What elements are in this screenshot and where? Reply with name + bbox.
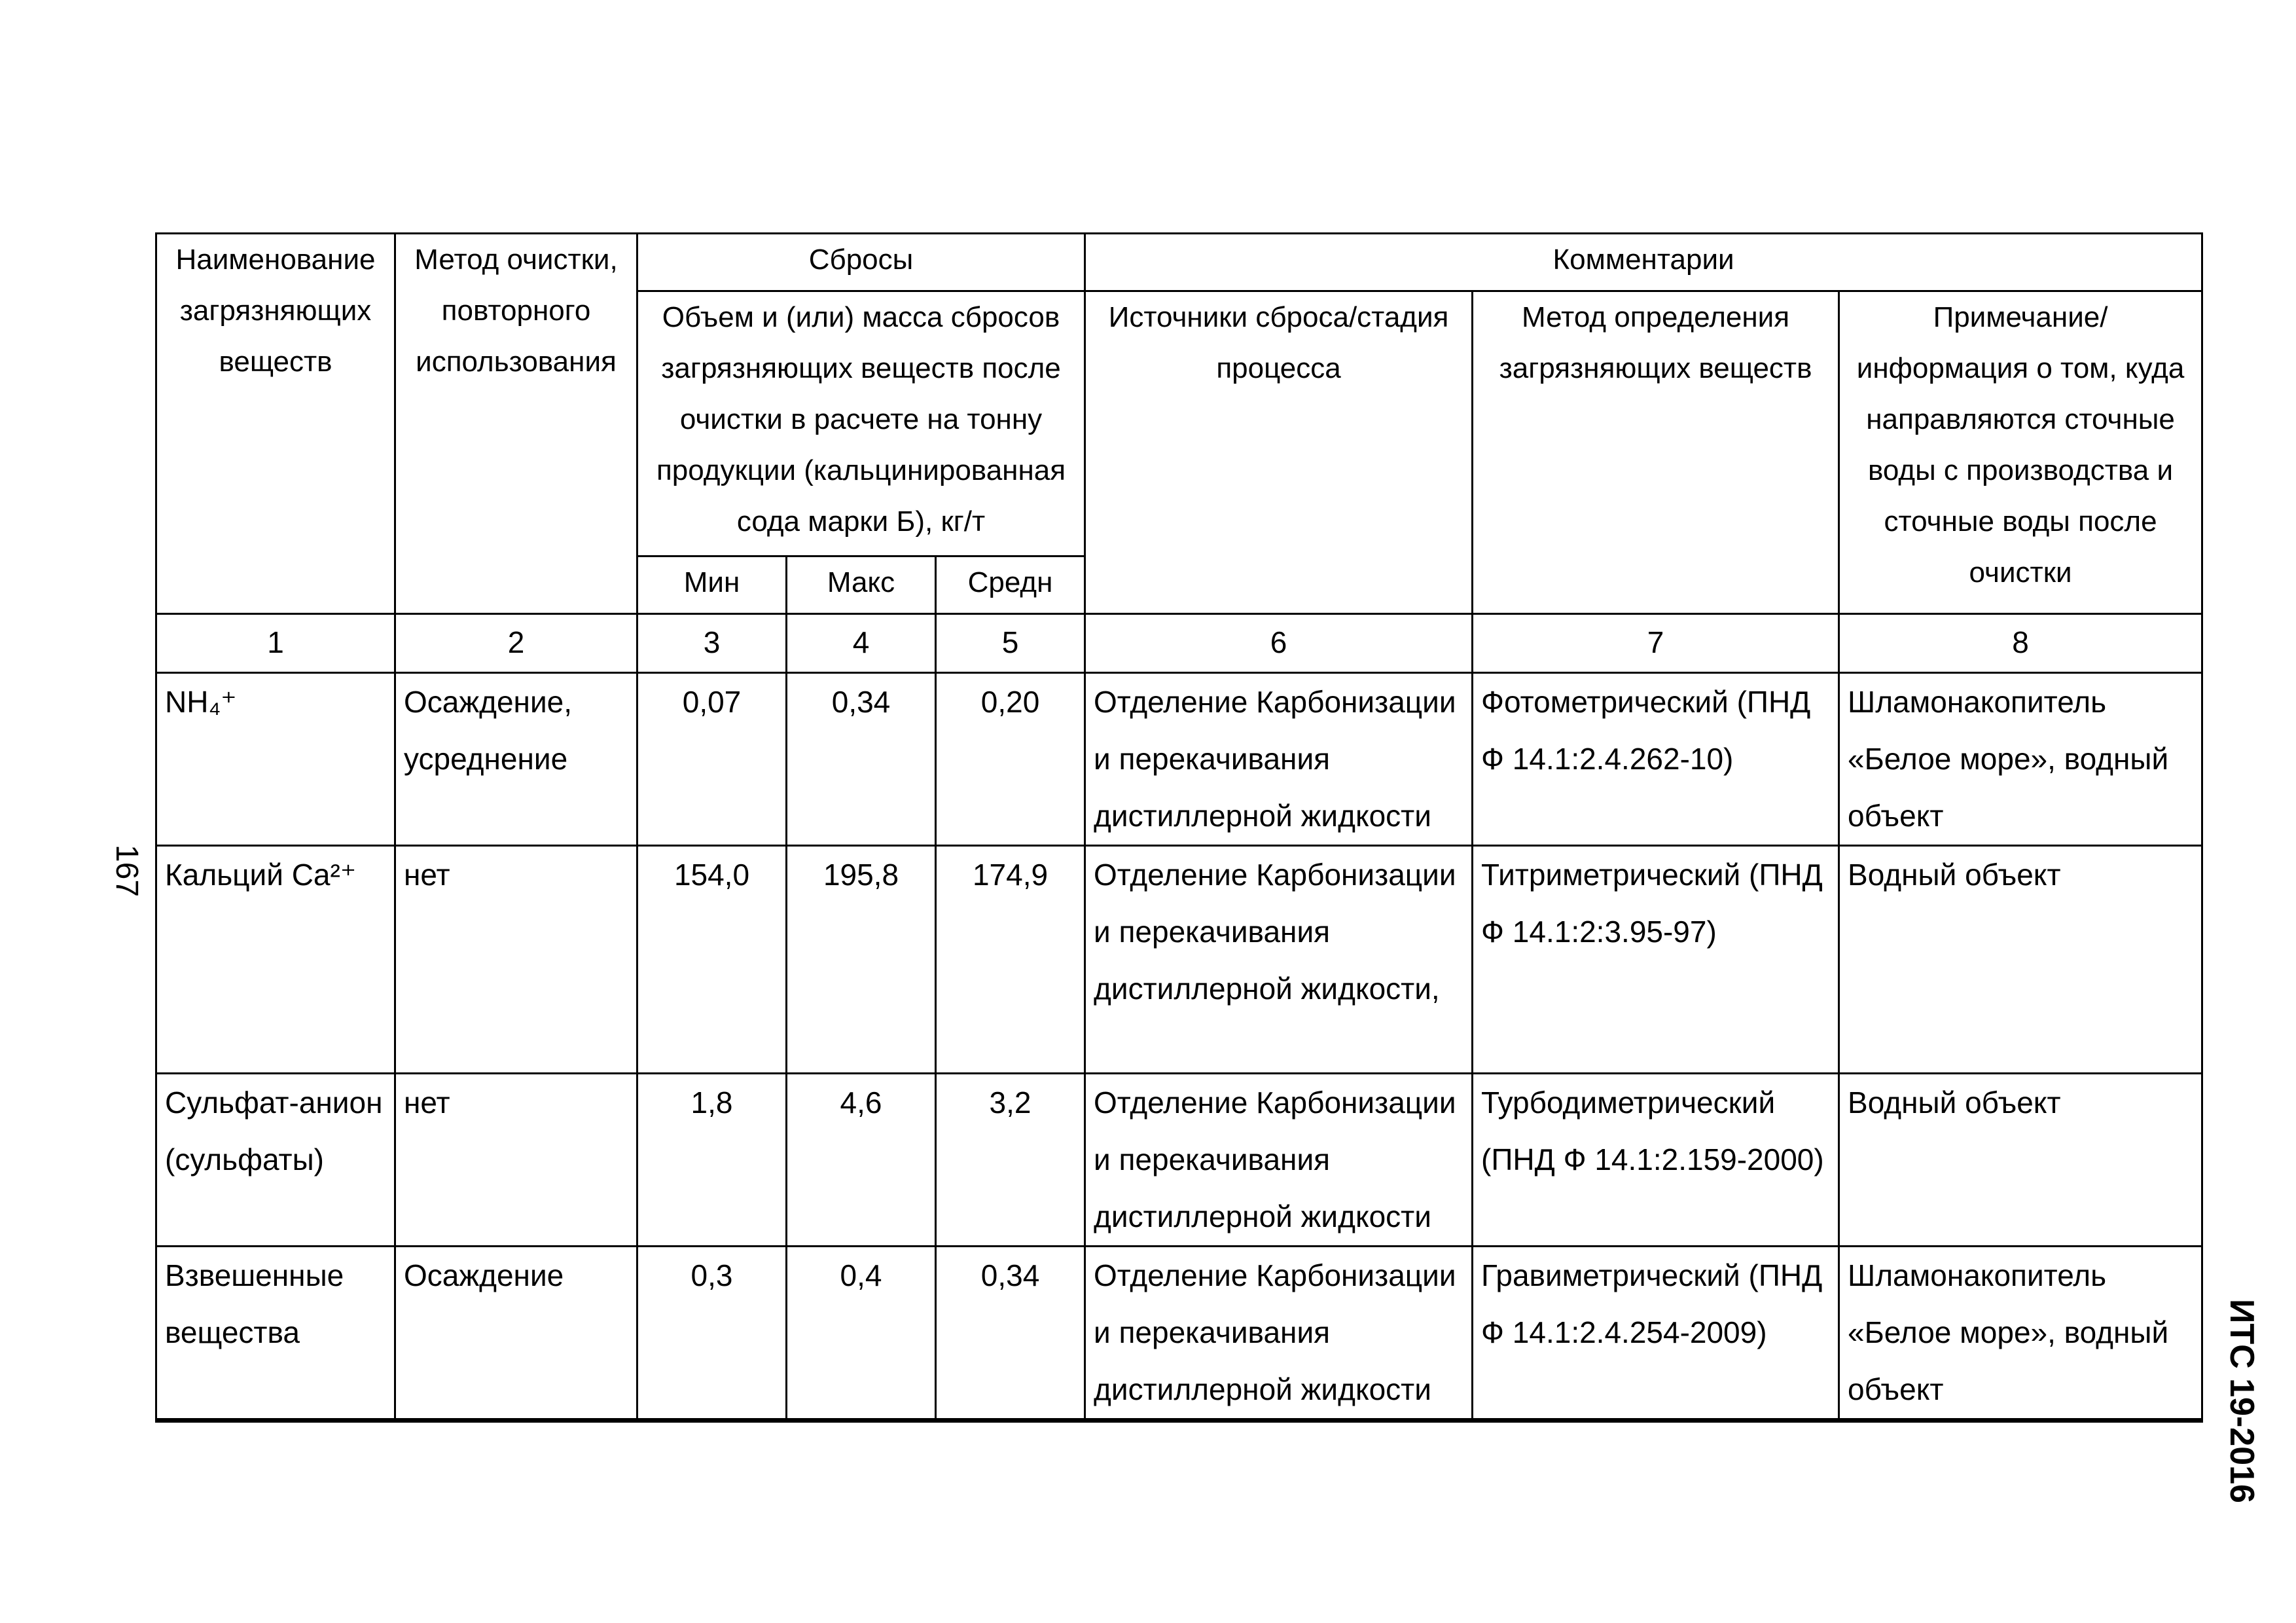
header-comments: Комментарии xyxy=(1085,234,2202,291)
value-max: 195,8 xyxy=(787,846,936,1074)
substance-name: Взвешенные вещества xyxy=(156,1247,395,1421)
treatment-method: нет xyxy=(395,846,637,1074)
note: Водный объект xyxy=(1839,846,2202,1074)
treatment-method: Осаждение xyxy=(395,1247,637,1421)
value-min: 1,8 xyxy=(637,1074,787,1247)
value-max: 4,6 xyxy=(787,1074,936,1247)
value-min: 154,0 xyxy=(637,846,787,1074)
header-max: Макс xyxy=(787,556,936,614)
page-number: 167 xyxy=(109,844,144,898)
value-avg: 0,34 xyxy=(936,1247,1085,1421)
value-avg: 0,20 xyxy=(936,673,1085,846)
column-number: 8 xyxy=(1839,614,2202,673)
value-max: 0,4 xyxy=(787,1247,936,1421)
column-number: 7 xyxy=(1473,614,1839,673)
column-number: 1 xyxy=(156,614,395,673)
note: Шламонакопитель «Белое море», водный объект xyxy=(1839,673,2202,846)
header-determination-method: Метод определения загрязняющих веществ xyxy=(1473,291,1839,614)
value-max: 0,34 xyxy=(787,673,936,846)
header-note: Примечание/информация о том, куда направляются сточные воды с производства и сточные воды после очистки xyxy=(1839,291,2202,614)
header-min: Мин xyxy=(637,556,787,614)
value-min: 0,3 xyxy=(637,1247,787,1421)
column-number: 5 xyxy=(936,614,1085,673)
discharge-source: Отделение Карбонизации и перекачивания дистиллерной жидкости xyxy=(1085,1247,1473,1421)
header-discharge-source: Источники сброса/стадия процесса xyxy=(1085,291,1473,614)
discharge-source: Отделение Карбонизации и перекачивания дистиллерной жидкости, xyxy=(1085,846,1473,1074)
column-number: 3 xyxy=(637,614,787,673)
note: Водный объект xyxy=(1839,1074,2202,1247)
treatment-method: нет xyxy=(395,1074,637,1247)
column-number: 2 xyxy=(395,614,637,673)
header-discharge-volume: Объем и (или) масса сбросов загрязняющих веществ после очистки в расчете на тонну продукции (кальцинированная сода марки Б), кг/т xyxy=(637,291,1085,556)
determination-method: Титриметрический (ПНД Ф 14.1:2:3.95-97) xyxy=(1473,846,1839,1074)
value-avg: 174,9 xyxy=(936,846,1085,1074)
column-number: 6 xyxy=(1085,614,1473,673)
header-substance-name: Наименование загрязняющих веществ xyxy=(156,234,395,614)
substance-name: Кальций Ca²⁺ xyxy=(156,846,395,1074)
determination-method: Турбодиметрический (ПНД Ф 14.1:2.159-2000) xyxy=(1473,1074,1839,1247)
header-avg: Средн xyxy=(936,556,1085,614)
document-code: ИТС 19-2016 xyxy=(2223,1299,2261,1503)
discharge-source: Отделение Карбонизации и перекачивания дистиллерной жидкости xyxy=(1085,1074,1473,1247)
table-row xyxy=(156,673,2202,846)
determination-method: Фотометрический (ПНД Ф 14.1:2.4.262-10) xyxy=(1473,673,1839,846)
table-row xyxy=(156,1074,2202,1247)
value-min: 0,07 xyxy=(637,673,787,846)
column-number: 4 xyxy=(787,614,936,673)
header-discharges: Сбросы xyxy=(637,234,1085,291)
value-avg: 3,2 xyxy=(936,1074,1085,1247)
table-row xyxy=(156,1247,2202,1421)
substance-name: NH₄⁺ xyxy=(156,673,395,846)
determination-method: Гравиметрический (ПНД Ф 14.1:2.4.254-2009) xyxy=(1473,1247,1839,1421)
discharge-source: Отделение Карбонизации и перекачивания дистиллерной жидкости xyxy=(1085,673,1473,846)
note: Шламонакопитель «Белое море», водный объект xyxy=(1839,1247,2202,1421)
discharges-table xyxy=(155,232,2203,1423)
substance-name: Сульфат-анион (сульфаты) xyxy=(156,1074,395,1247)
table-row xyxy=(156,846,2202,1074)
header-treatment-method: Метод очистки, повторного использования xyxy=(395,234,637,614)
treatment-method: Осаждение, усреднение xyxy=(395,673,637,846)
